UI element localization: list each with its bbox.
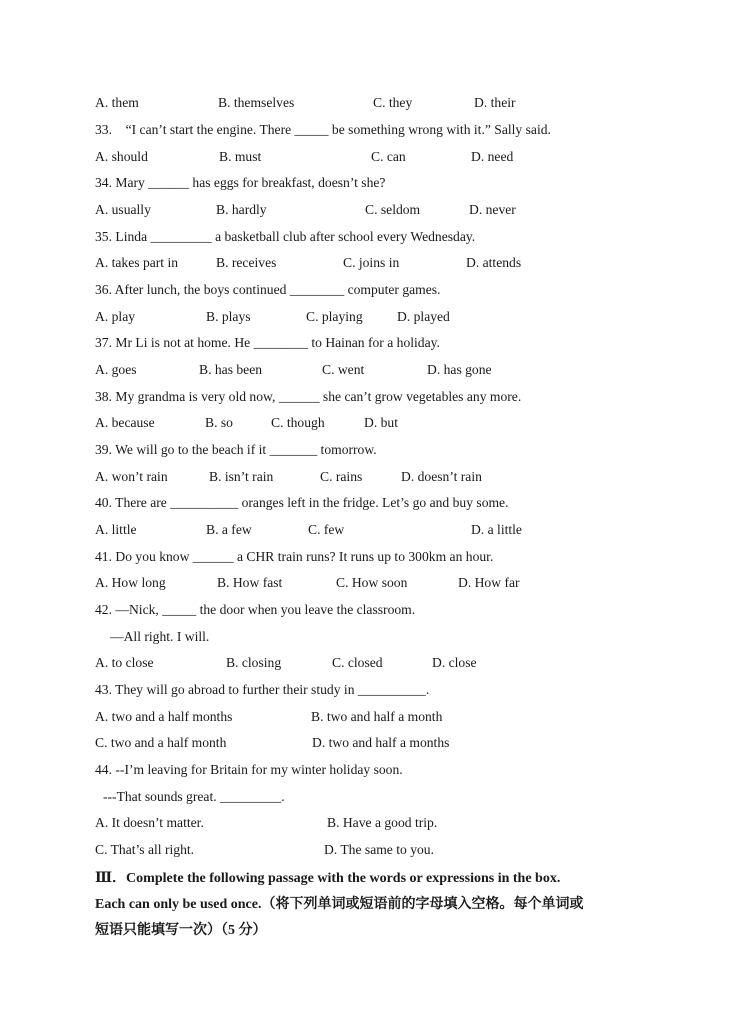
option-c: C. they — [373, 95, 413, 110]
question-34: 34. Mary ______ has eggs for breakfast, doesn’t she? — [95, 175, 386, 190]
question-38: 38. My grandma is very old now, ______ she can’t grow vegetables any more. — [95, 389, 522, 404]
section-heading-line-3: 短语只能填写一次）（5 分） — [95, 923, 267, 938]
option-c: C. playing — [306, 309, 363, 324]
option-c: C. joins in — [343, 255, 400, 270]
option-b: B. so — [205, 415, 233, 430]
option-d: D. close — [432, 655, 477, 670]
option-a: A. usually — [95, 202, 151, 217]
option-b: B. hardly — [216, 202, 267, 217]
option-b: B. isn’t rain — [209, 469, 274, 484]
option-c: C. few — [308, 522, 345, 537]
option-c: C. seldom — [365, 202, 421, 217]
question-35: 35. Linda _________ a basketball club after school every Wednesday. — [95, 229, 476, 244]
option-c: C. closed — [332, 655, 383, 670]
option-b: B. has been — [199, 362, 263, 377]
option-a: A. two and a half months — [95, 709, 233, 724]
question-40: 40. There are __________ oranges left in the fridge. Let’s go and buy some. — [95, 495, 509, 510]
question-36: 36. After lunch, the boys continued ________ computer games. — [95, 282, 441, 297]
option-b: B. receives — [216, 255, 277, 270]
option-d: D. but — [364, 415, 398, 430]
option-d: D. never — [469, 202, 516, 217]
option-a: A. play — [95, 309, 136, 324]
option-d: D. two and half a months — [312, 735, 450, 750]
option-a: A. should — [95, 149, 148, 164]
option-b: B. plays — [206, 309, 251, 324]
question-37: 37. Mr Li is not at home. He ________ to Hainan for a holiday. — [95, 335, 440, 350]
option-b: B. themselves — [218, 95, 295, 110]
option-d: D. need — [471, 149, 514, 164]
option-b: B. a few — [206, 522, 252, 537]
question-43: 43. They will go abroad to further their study in __________. — [95, 682, 430, 697]
option-c: C. That’s all right. — [95, 842, 195, 857]
question-33: 33. “I can’t start the engine. There _____ be something wrong with it.” Sally said. — [95, 122, 551, 137]
option-a: A. goes — [95, 362, 137, 377]
question-44-reply: ---That sounds great. _________. — [103, 789, 285, 804]
option-c: C. How soon — [336, 575, 408, 590]
option-a: A. won’t rain — [95, 469, 168, 484]
option-c: C. though — [271, 415, 325, 430]
question-42-reply: —All right. I will. — [110, 629, 210, 644]
option-b: B. must — [219, 149, 262, 164]
option-d: D. doesn’t rain — [401, 469, 482, 484]
option-a: A. How long — [95, 575, 166, 590]
option-a: A. takes part in — [95, 255, 179, 270]
option-b: B. How fast — [217, 575, 283, 590]
option-a: A. little — [95, 522, 137, 537]
question-39: 39. We will go to the beach if it _______ tomorrow. — [95, 442, 377, 457]
option-d: D. a little — [471, 522, 522, 537]
option-c: C. two and a half month — [95, 735, 227, 750]
section-heading-line-1: Ⅲ．Complete the following passage with the words or expressions in the box. — [95, 871, 561, 886]
option-b: B. Have a good trip. — [327, 815, 438, 830]
option-c: C. can — [371, 149, 406, 164]
option-b: B. two and half a month — [311, 709, 443, 724]
option-a: A. It doesn’t matter. — [95, 815, 204, 830]
option-d: D. The same to you. — [324, 842, 434, 857]
option-d: D. How far — [458, 575, 520, 590]
question-41: 41. Do you know ______ a CHR train runs? It runs up to 300km an hour. — [95, 549, 494, 564]
option-d: D. their — [474, 95, 516, 110]
option-c: C. rains — [320, 469, 363, 484]
question-42: 42. —Nick, _____ the door when you leave the classroom. — [95, 602, 416, 617]
option-d: D. has gone — [427, 362, 492, 377]
section-heading-line-2: Each can only be used once.（将下列单词或短语前的字母填入空格。每个单词或 — [95, 897, 584, 912]
option-b: B. closing — [226, 655, 282, 670]
option-c: C. went — [322, 362, 365, 377]
option-a: A. because — [95, 415, 155, 430]
option-a: A. them — [95, 95, 139, 110]
option-d: D. attends — [466, 255, 522, 270]
question-44: 44. --I’m leaving for Britain for my winter holiday soon. — [95, 762, 403, 777]
option-a: A. to close — [95, 655, 154, 670]
option-d: D. played — [397, 309, 450, 324]
